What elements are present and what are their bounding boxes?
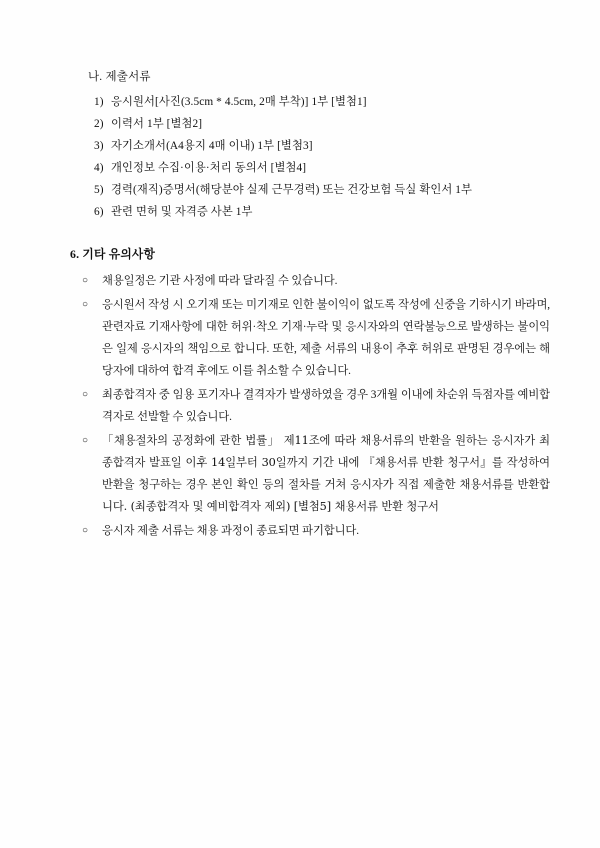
list-item-text: 채용일정은 기관 사정에 따라 달라질 수 있습니다. xyxy=(102,275,338,288)
list-item-number: 2) xyxy=(94,117,104,130)
list-item-text: 응시원서[사진(3.5cm * 4.5cm, 2매 부착)] 1부 [별첨1] xyxy=(111,95,367,108)
list-item-number: 6) xyxy=(94,206,104,219)
circle-bullet-icon: ○ xyxy=(82,525,88,537)
list-item-text: 경력(재직)증명서(해당분야 실제 근무경력) 또는 건강보험 득실 확인서 1부 xyxy=(111,184,473,196)
list-item-text: 관련 면허 및 자격증 사본 1부 xyxy=(111,206,253,219)
list-item-text: 응시자 제출 서류는 채용 과정이 종료되면 파기합니다. xyxy=(102,525,359,538)
document-body xyxy=(60,70,550,544)
list-item xyxy=(82,520,550,542)
circle-bullet-icon: ○ xyxy=(82,435,88,447)
list-item-number: 4) xyxy=(94,161,104,174)
list-item xyxy=(82,430,550,518)
list-item xyxy=(94,91,550,113)
submission-document-list xyxy=(94,91,550,223)
list-item-text: 이력서 1부 [별첨2] xyxy=(111,117,203,130)
list-item xyxy=(94,135,550,157)
list-item-number: 1) xyxy=(94,95,104,108)
circle-bullet-icon: ○ xyxy=(82,275,88,287)
list-item-text: 응시원서 작성 시 오기재 또는 미기재로 인한 불이익이 없도록 작성에 신중을 기하시기 바라며, 관련자료 기재사항에 대한 허위·착오 기재·누락 및 응시자와의 연락불능으로 발생하는 불이익은 일제 응시자의 책임으로 합니다. 또한, 제출 서류의 내용이 추후 허위로 판명된 경우에는 해당자에 대하여 합격 후에도 이를 취소할 수 있습니다. xyxy=(102,299,550,378)
list-item xyxy=(94,179,550,201)
list-item-number: 5) xyxy=(94,184,104,196)
section-title-other-notices: 6. 기타 유의사항 xyxy=(70,247,156,262)
list-item-text: 자기소개서(A4용지 4매 이내) 1부 [별첨3] xyxy=(111,139,313,152)
list-item xyxy=(82,294,550,382)
list-item xyxy=(94,201,550,223)
list-item-number: 3) xyxy=(94,139,104,152)
list-item-text: 「채용절차의 공정화에 관한 법률」 제11조에 따라 채용서류의 반환을 원하는 응시자가 최종합격자 발표일 이후 14일부터 30일까지 기간 내에 『채용서류 반환 청구서』를 작성하여 반환을 청구하는 경우 본인 확인 등의 절차를 거쳐 응시자가 직접 제출한 채용서류를 반환합니다. (최종합격자 및 예비합격자 제외) [별첨5] 채용서류 반환 청구서 xyxy=(102,434,550,514)
list-item xyxy=(94,113,550,135)
list-item-text: 개인정보 수집·이용·처리 동의서 [별첨4] xyxy=(111,161,307,174)
list-item xyxy=(82,270,550,292)
list-item xyxy=(94,157,550,179)
list-item-text: 최종합격자 중 임용 포기자나 결격자가 발생하였을 경우 3개월 이내에 차순위 득점자를 예비합격자로 선발할 수 있습니다. xyxy=(102,389,550,424)
circle-bullet-icon: ○ xyxy=(82,299,88,311)
submission-heading: 나. 제출서류 xyxy=(88,71,151,83)
circle-bullet-icon: ○ xyxy=(82,389,88,401)
list-item xyxy=(82,384,550,428)
other-notices-list xyxy=(82,270,550,542)
